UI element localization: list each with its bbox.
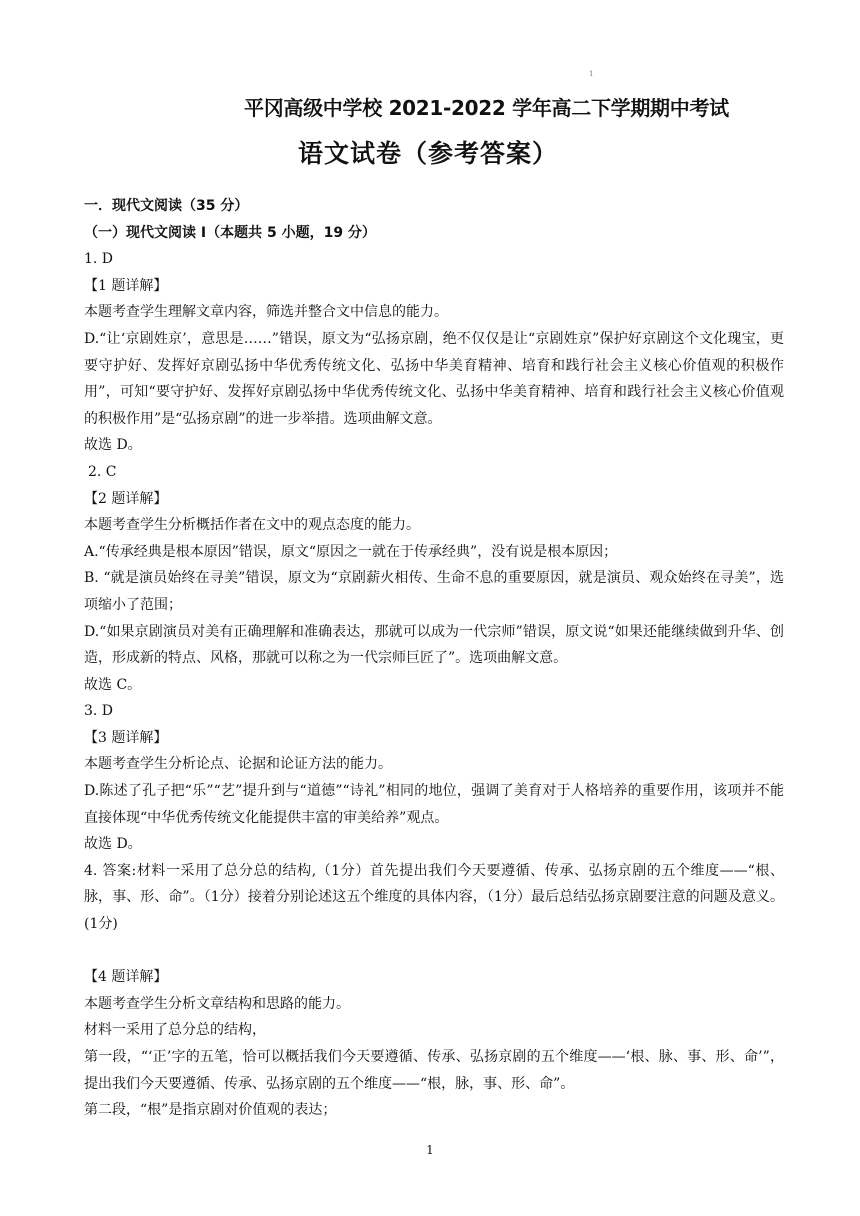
q3-explanation: D.陈述了孔子把“乐”“艺”提升到与“道德”“诗礼”相同的地位，强调了美育对于人格培养的重要作用，该项并不能直接体现“中华优秀传统文化能提供丰富的审美给养”观点。 <box>84 783 784 826</box>
answer-content <box>84 193 784 1124</box>
q4-answer: 4. 答案:材料一采用了总分总的结构,（1分）首先提出我们今天要遵循、传承、弘扬京剧的五个维度——“根、脉，事、形、命”。（1分）接着分别论述这五个维度的具体内容，（1分）最后总结弘扬京剧要注意的问题及意义。(1分) <box>84 862 784 933</box>
q3-heading: 【3 题详解】 <box>84 729 168 746</box>
q1-intro: 本题考查学生理解文章内容，筛选并整合文中信息的能力。 <box>84 304 448 321</box>
q1-answer: 1. D <box>84 251 114 268</box>
header-mark: 1 <box>589 70 594 78</box>
subsection-heading: （一）现代文阅读 I（本题共 5 小题，19 分） <box>84 224 376 241</box>
q4-heading: 【4 题详解】 <box>84 969 168 986</box>
q1-conclusion: 故选 D。 <box>84 437 142 454</box>
q2-heading: 【2 题详解】 <box>84 490 168 507</box>
q4-line-2: 第一段，“‘正’字的五笔，恰可以概括我们今天要遵循、传承、弘扬京剧的五个维度——‘根、脉、事、形、命’”，提出我们今天要遵循、传承、弘扬京剧的五个维度——“根，脉，事、形、命”。 <box>84 1049 784 1092</box>
q3-intro: 本题考查学生分析论点、论据和论证方法的能力。 <box>84 756 392 773</box>
q1-heading: 【1 题详解】 <box>84 277 168 294</box>
q2-answer: 2. C <box>88 463 117 480</box>
blank-line <box>84 938 784 965</box>
exam-subtitle: 语文试卷（参考答案） <box>298 139 559 168</box>
q4-line-3: 第二段，“根”是指京剧对价值观的表达； <box>84 1102 337 1119</box>
page-number: 1 <box>426 1143 434 1157</box>
q4-line-1: 材料一采用了总分总的结构， <box>84 1022 266 1039</box>
exam-title: 平冈高级中学校 2021-2022 学年高二下学期期中考试 <box>244 96 729 120</box>
section-heading: 一．现代文阅读（35 分） <box>84 198 249 214</box>
q2-option-b: B. “就是演员始终在寻美”错误，原文为“京剧薪火相传、生命不息的重要原因，就是演员、观众始终在寻美”，选项缩小了范围； <box>84 570 784 613</box>
q2-intro: 本题考查学生分析概括作者在文中的观点态度的能力。 <box>84 517 420 534</box>
q3-answer: 3. D <box>84 703 114 720</box>
q1-explanation: D.“让‘京剧姓京’，意思是……”错误，原文为“弘扬京剧，绝不仅仅是让“京剧姓京”保护好京剧这个文化瑰宝，更要守护好、发挥好京剧弘扬中华优秀传统文化、弘扬中华美育精神、培育和践行社会主义核心价值观的积极作用”，可知“要守护好、发挥好京剧弘扬中华优秀传统文化、弘扬中华美育精神、培育和践行社会主义核心价值观的积极作用”是“弘扬京剧”的进一步举措。选项曲解文意。 <box>84 330 784 427</box>
q3-conclusion: 故选 D。 <box>84 836 142 853</box>
q4-intro: 本题考查学生分析文章结构和思路的能力。 <box>84 995 350 1012</box>
q2-option-d: D.“如果京剧演员对美有正确理解和准确表达，那就可以成为一代宗师”错误，原文说“如果还能继续做到升华、创造，形成新的特点、风格，那就可以称之为一代宗师巨匠了”。选项曲解文意。 <box>84 623 784 667</box>
q2-option-a: A.“传承经典是根本原因”错误，原文“原因之一就在于传承经典”，没有说是根本原因； <box>84 543 618 560</box>
q2-conclusion: 故选 C。 <box>84 676 142 693</box>
